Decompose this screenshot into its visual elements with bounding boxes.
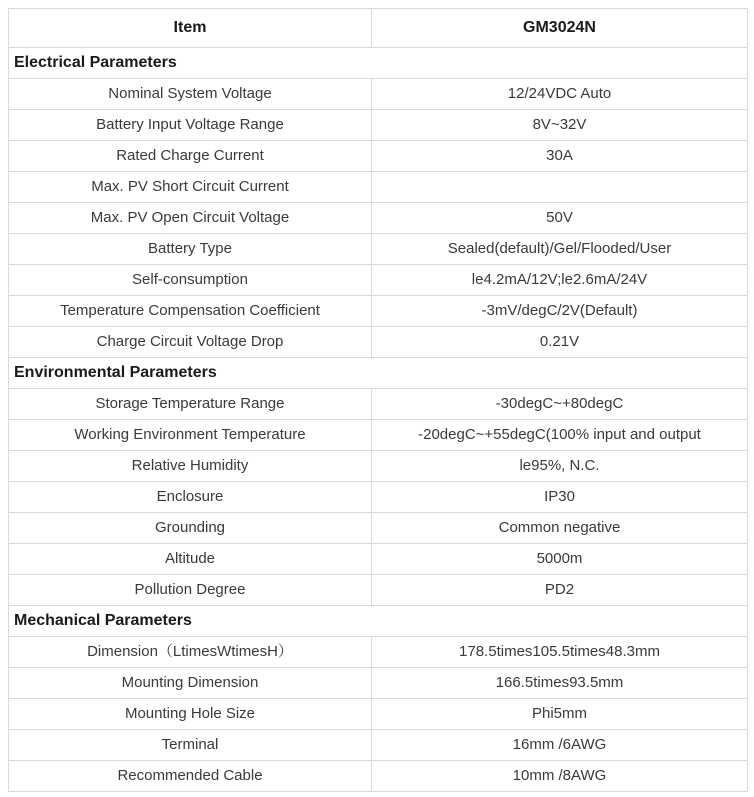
table-row <box>9 172 748 203</box>
value-cell: 0.21V <box>372 327 748 358</box>
value-cell: 5000m <box>372 544 748 575</box>
section-header-row <box>9 48 748 79</box>
item-cell: Nominal System Voltage <box>9 79 372 110</box>
table-row <box>9 575 748 606</box>
item-cell: Temperature Compensation Coefficient <box>9 296 372 327</box>
table-row <box>9 110 748 141</box>
value-cell: 178.5times105.5times48.3mm <box>372 637 748 668</box>
table-row <box>9 296 748 327</box>
item-cell: Altitude <box>9 544 372 575</box>
item-cell: Storage Temperature Range <box>9 389 372 420</box>
value-cell: -20degC~+55degC(100% input and output <box>372 420 748 451</box>
value-cell: 16mm /6AWG <box>372 730 748 761</box>
specification-table <box>8 8 748 792</box>
item-cell: Max. PV Short Circuit Current <box>9 172 372 203</box>
table-row <box>9 203 748 234</box>
item-cell: Battery Type <box>9 234 372 265</box>
section-title: Mechanical Parameters <box>9 606 748 637</box>
item-cell: Rated Charge Current <box>9 141 372 172</box>
model-column-header: GM3024N <box>372 9 748 48</box>
value-cell: 166.5times93.5mm <box>372 668 748 699</box>
value-cell: le4.2mA/12V;le2.6mA/24V <box>372 265 748 296</box>
value-cell: 12/24VDC Auto <box>372 79 748 110</box>
value-cell: Common negative <box>372 513 748 544</box>
table-row <box>9 389 748 420</box>
value-cell: 10mm /8AWG <box>372 761 748 792</box>
section-header-row <box>9 606 748 637</box>
table-row <box>9 699 748 730</box>
table-header-row <box>9 9 748 48</box>
value-cell: -30degC~+80degC <box>372 389 748 420</box>
value-cell: 8V~32V <box>372 110 748 141</box>
value-cell <box>372 172 748 203</box>
item-cell: Max. PV Open Circuit Voltage <box>9 203 372 234</box>
table-row <box>9 79 748 110</box>
item-cell: Terminal <box>9 730 372 761</box>
table-row <box>9 420 748 451</box>
table-row <box>9 265 748 296</box>
item-cell: Battery Input Voltage Range <box>9 110 372 141</box>
item-cell: Grounding <box>9 513 372 544</box>
value-cell: Phi5mm <box>372 699 748 730</box>
table-row <box>9 141 748 172</box>
value-cell: Sealed(default)/Gel/Flooded/User <box>372 234 748 265</box>
item-cell: Charge Circuit Voltage Drop <box>9 327 372 358</box>
table-body <box>9 48 748 792</box>
section-header-row <box>9 358 748 389</box>
table-row <box>9 451 748 482</box>
value-cell: PD2 <box>372 575 748 606</box>
item-cell: Pollution Degree <box>9 575 372 606</box>
table-row <box>9 327 748 358</box>
table-row <box>9 637 748 668</box>
item-column-header: Item <box>9 9 372 48</box>
table-row <box>9 544 748 575</box>
table-row <box>9 730 748 761</box>
item-cell: Working Environment Temperature <box>9 420 372 451</box>
item-cell: Relative Humidity <box>9 451 372 482</box>
item-cell: Mounting Hole Size <box>9 699 372 730</box>
item-cell: Recommended Cable <box>9 761 372 792</box>
item-cell: Dimension（LtimesWtimesH） <box>9 637 372 668</box>
table-row <box>9 234 748 265</box>
table-row <box>9 668 748 699</box>
value-cell: 30A <box>372 141 748 172</box>
table-row <box>9 482 748 513</box>
value-cell: 50V <box>372 203 748 234</box>
section-title: Environmental Parameters <box>9 358 748 389</box>
section-title: Electrical Parameters <box>9 48 748 79</box>
table-row <box>9 761 748 792</box>
item-cell: Self-consumption <box>9 265 372 296</box>
value-cell: -3mV/degC/2V(Default) <box>372 296 748 327</box>
item-cell: Mounting Dimension <box>9 668 372 699</box>
table-row <box>9 513 748 544</box>
value-cell: IP30 <box>372 482 748 513</box>
value-cell: le95%, N.C. <box>372 451 748 482</box>
item-cell: Enclosure <box>9 482 372 513</box>
